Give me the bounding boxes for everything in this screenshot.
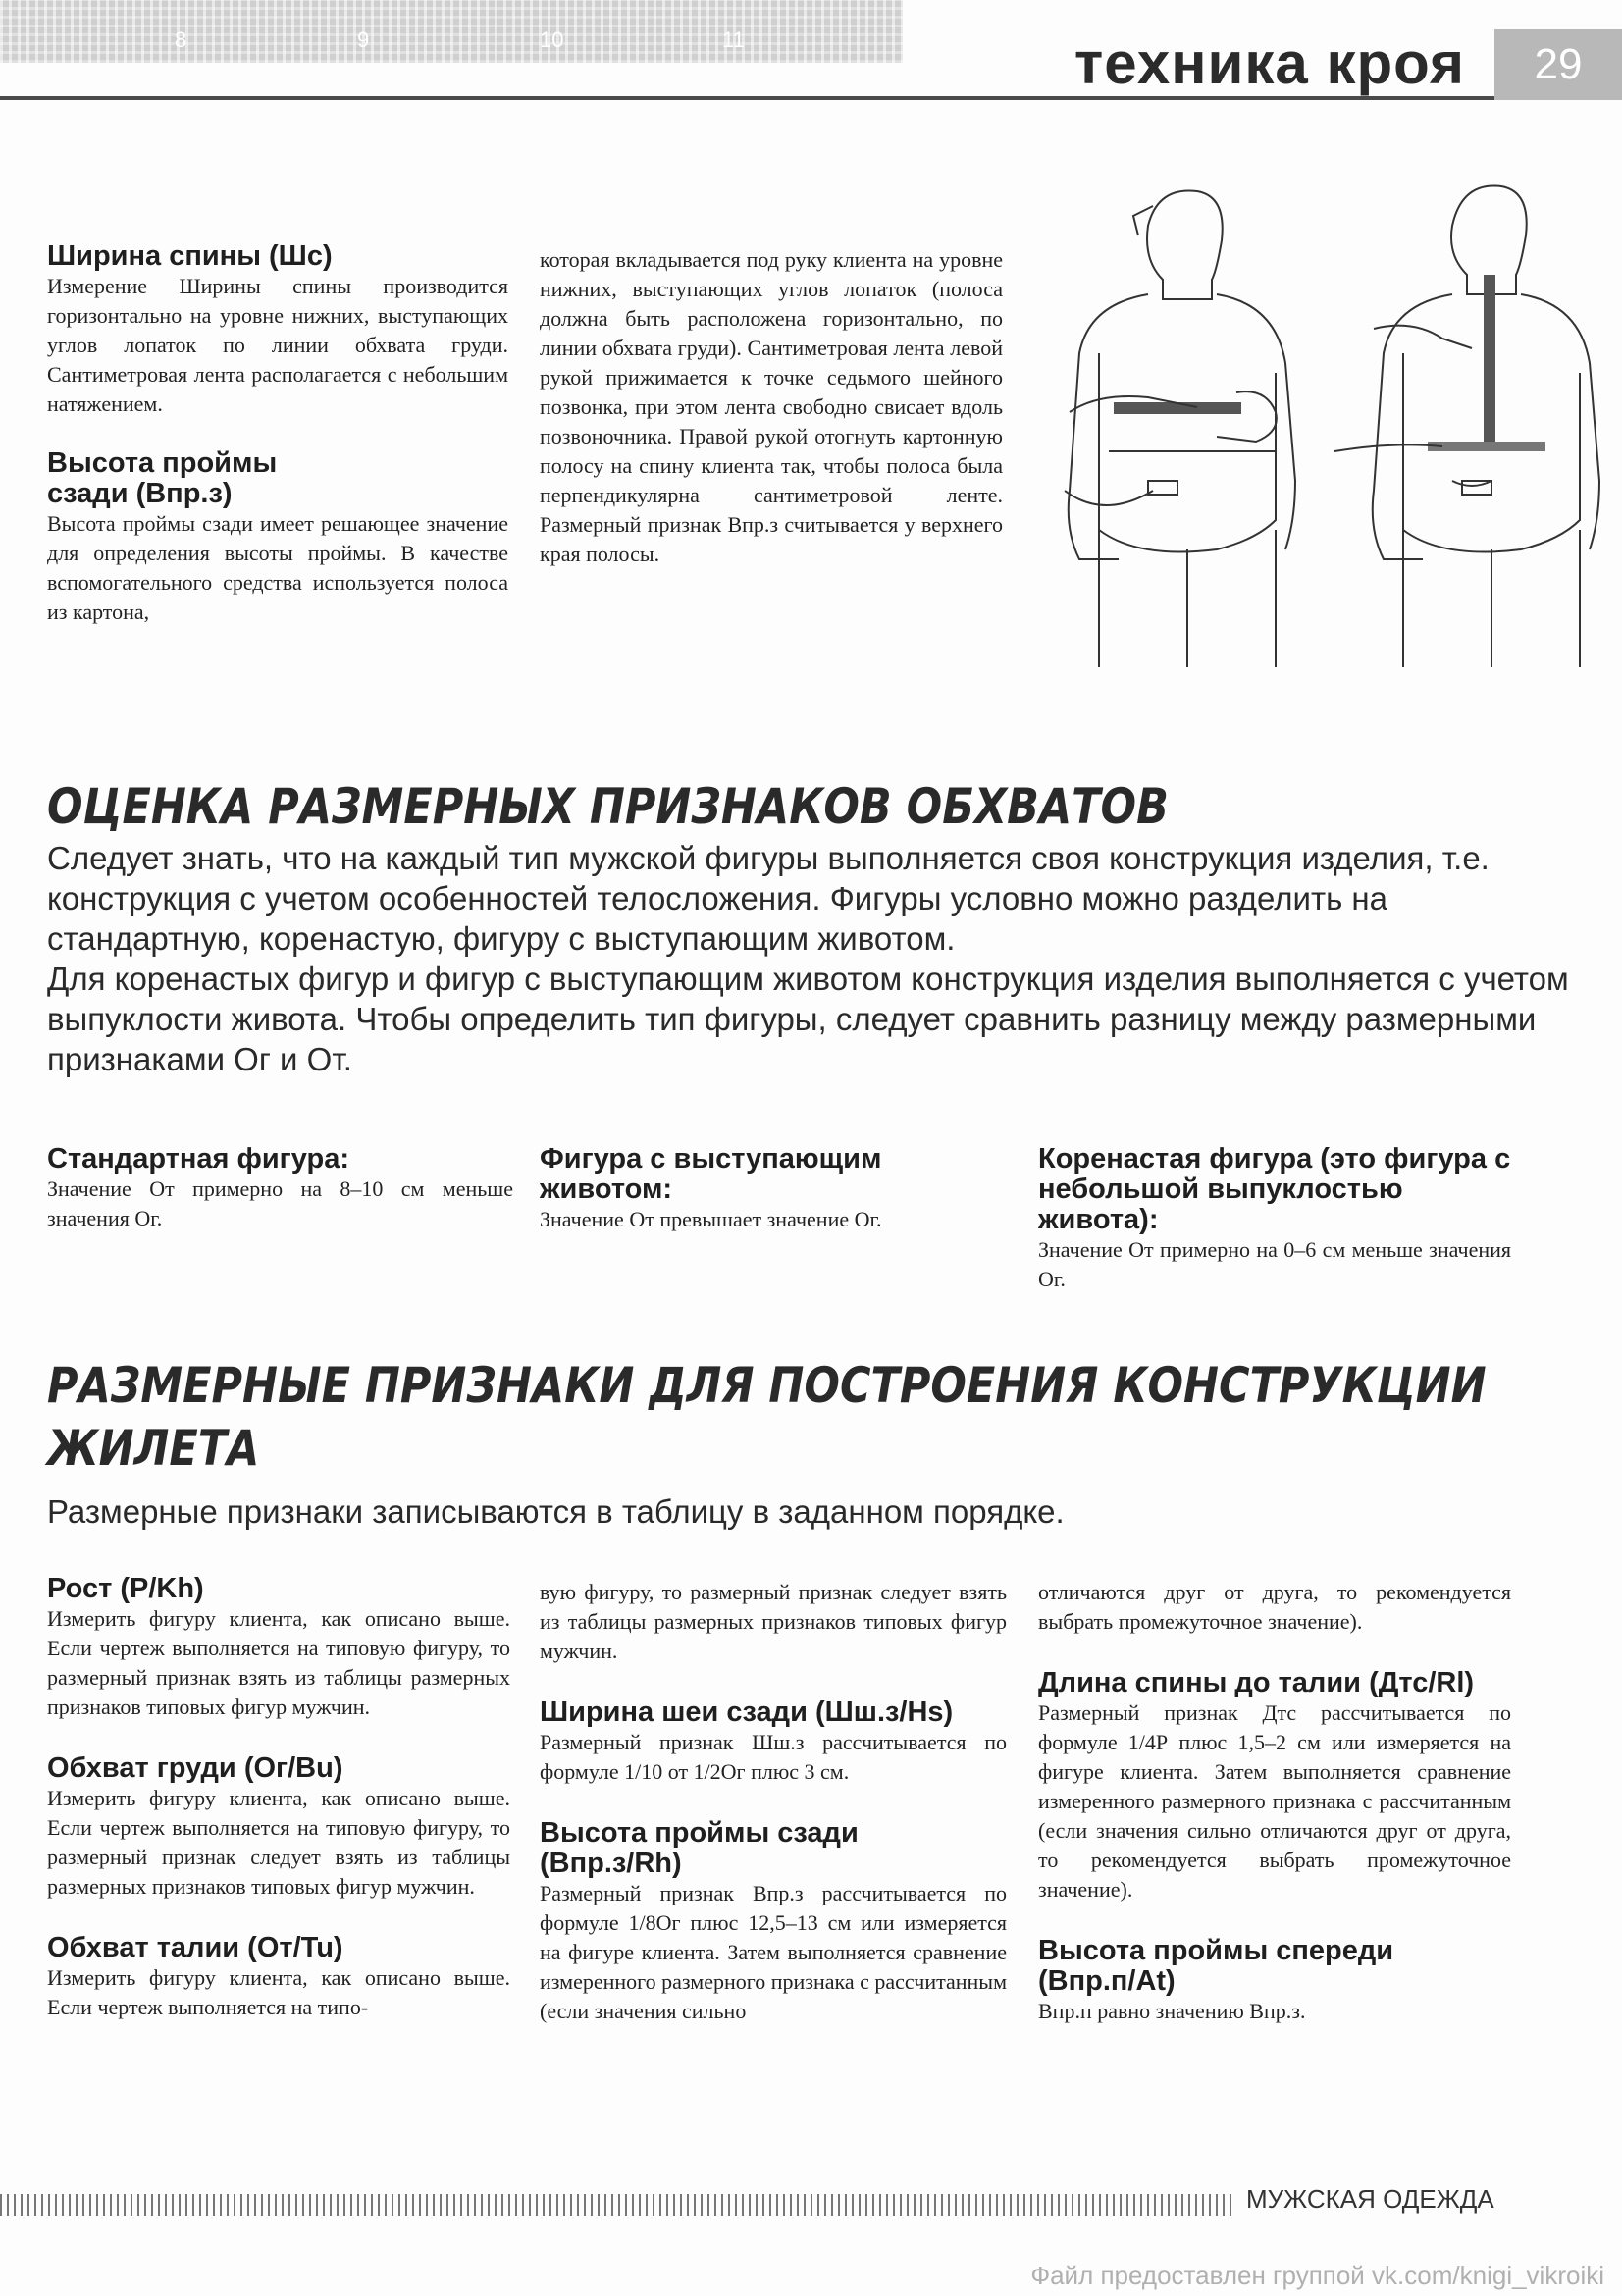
heading-back-neck-width: Ширина шеи сзади (Шш.з/Hs)	[540, 1696, 954, 1728]
ruler-strip	[0, 0, 903, 63]
measuring-figures-illustration	[1040, 157, 1609, 672]
heading-front-armhole: Высота проймы спереди (Впр.п/At)	[1038, 1935, 1394, 1997]
heading-chest-girth: Обхват груди (Ог/Bu)	[47, 1752, 343, 1784]
text-front-armhole: Впр.п равно значению Впр.з.	[1038, 1999, 1306, 2023]
ruler-mark: 8	[175, 27, 187, 52]
figure-back-width-measure	[1065, 190, 1295, 667]
heading-height: Рост (Р/Kh)	[47, 1573, 204, 1604]
figure-type-title: Стандартная фигура:	[47, 1143, 350, 1174]
section-title-vest-line2: ЖИЛЕТА	[47, 1420, 260, 1477]
section-title-vest-line1: РАЗМЕРНЫЕ ПРИЗНАКИ ДЛЯ ПОСТРОЕНИЯ КОНСТРУКЦИИ	[47, 1357, 1487, 1414]
section-girth-assessment	[47, 775, 1597, 1079]
figure-type-title: Коренастая фигура (это фигура с небольшой выпуклостью живота):	[1038, 1143, 1511, 1235]
heading-back-waist-length: Длина спины до талии (Дтс/Rl)	[1038, 1667, 1475, 1698]
figure-type-text: Значение От превышает значение Ог.	[540, 1207, 882, 1231]
top-middle-column	[540, 245, 1003, 569]
section-paragraph-2: Для коренастых фигур и фигур с выступающим животом конструкция изделия выполняется с учетом выпуклости живота. Чтобы определить тип фигуры, следует сравнить разницу между размерными признаками Ог и От.	[47, 961, 1569, 1077]
text-waist-girth: Измерить фигуру клиента, как описано выше. Если чертеж выполняется на типо-	[47, 1965, 510, 2019]
heading-waist-girth: Обхват талии (От/Tu)	[47, 1932, 343, 1963]
figure-type-title: Фигура с выступающим животом:	[540, 1143, 882, 1205]
section-paragraph-1: Следует знать, что на каждый тип мужской фигуры выполняется своя конструкция изделия, т.е. конструкция с учетом особенностей телосложения. Фигуры условно можно разделить на стандартную, коренастую, фигуру с выступающим животом.	[47, 840, 1490, 957]
vest-column-3	[1038, 1578, 1511, 2026]
footer-section-name: МУЖСКАЯ ОДЕЖДА	[1246, 2184, 1494, 2214]
text-back-armhole-continued-2: отличаются друг от друга, то рекомендуется выбрать промежуточное значение).	[1038, 1580, 1511, 1634]
ruler-mark: 9	[357, 27, 370, 52]
section-lead: Размерные признаки записываются в таблицу в заданном порядке.	[47, 1493, 1065, 1530]
text-back-neck-width: Размерный признак Шш.з рассчитывается по формуле 1/10 от 1/2Ог плюс 3 см.	[540, 1730, 1007, 1784]
figure-type-text: Значение От примерно на 8–10 см меньше значения Ог.	[47, 1176, 513, 1230]
heading-back-armhole-height: Высота проймы сзади (Впр.з)	[47, 447, 278, 509]
top-left-column	[47, 241, 508, 627]
vest-column-2	[540, 1578, 1007, 2026]
figure-type-belly	[540, 1144, 1001, 1234]
page-header-title: техника кроя	[1073, 30, 1465, 96]
figure-type-stocky	[1038, 1144, 1511, 1294]
vest-column-1	[47, 1574, 510, 2022]
heading-back-width: Ширина спины (Шс)	[47, 240, 333, 272]
section-title-girth-assessment: ОЦЕНКА РАЗМЕРНЫХ ПРИЗНАКОВ ОБХВАТОВ	[47, 778, 1169, 835]
text-back-armhole-height: Высота проймы сзади имеет решающее значение для определения высоты проймы. В качестве вспомогательного средства используется полоса из картона,	[47, 511, 508, 624]
ruler-mark: 11	[722, 27, 745, 52]
text-back-armhole: Размерный признак Впр.з рассчитывается по формуле 1/8Ог плюс 12,5–13 см или измеряется на фигуре клиента. Затем выполняется сравнение измеренного размерного признака с рассчитанным (если значения сильно	[540, 1881, 1007, 2023]
text-chest-girth: Измерить фигуру клиента, как описано выше. Если чертеж выполняется на типовую фигуру, то размерный признак следует взять из таблицы размерных признаков типовых фигур мужчин.	[47, 1786, 510, 1899]
figure-type-text: Значение От примерно на 0–6 см меньше значения Ог.	[1038, 1237, 1511, 1291]
footer-barcode-bar	[0, 2194, 1234, 2216]
text-height: Измерить фигуру клиента, как описано выше. Если чертеж выполняется на типовую фигуру, то размерный признак взять из таблицы размерных признаков типовых фигур мужчин.	[47, 1606, 510, 1719]
figure-back-armhole-measure	[1334, 186, 1599, 668]
text-waist-girth-continued: вую фигуру, то размерный признак следует взять из таблицы размерных признаков типовых фигур мужчин.	[540, 1580, 1007, 1663]
page-number-box	[1494, 29, 1622, 100]
text-back-armhole-continued: которая вкладывается под руку клиента на уровне нижних, выступающих углов лопаток (полоса должна быть расположена горизонтально, по линии обхвата груди). Сантиметровая лента левой рукой прижимается к точке седьмого шейного позвонка, при этом лента свободно свисает вдоль позвоночника. Правой рукой отогнуть картонную полосу на спину клиента так, чтобы полоса была перпендикулярна сантиметровой ленте. Размерный признак Впр.з считывается у верхнего края полосы.	[540, 247, 1003, 566]
credit-text: Файл предоставлен группой vk.com/knigi_vikroiki	[1030, 2261, 1604, 2290]
section-vest-measurements	[47, 1354, 1597, 1532]
heading-back-armhole: Высота проймы сзади (Впр.з/Rh)	[540, 1817, 859, 1879]
text-back-waist-length: Размерный признак Дтс рассчитывается по формуле 1/4Р плюс 1,5–2 см или измеряется на фигуре клиента. Затем выполняется сравнение измеренного размерного признака с рассчитанным (если значения сильно отличаются друг от друга, то рекомендуется выбрать промежуточное значение).	[1038, 1700, 1511, 1902]
ruler-mark: 10	[540, 27, 564, 52]
figure-type-standard	[47, 1144, 513, 1233]
text-back-width: Измерение Ширины спины производится горизонтально на уровне нижних, выступающих углов лопаток по линии обхвата груди. Сантиметровая лента располагается с небольшим натяжением.	[47, 274, 508, 416]
page-number: 29	[1534, 40, 1583, 88]
